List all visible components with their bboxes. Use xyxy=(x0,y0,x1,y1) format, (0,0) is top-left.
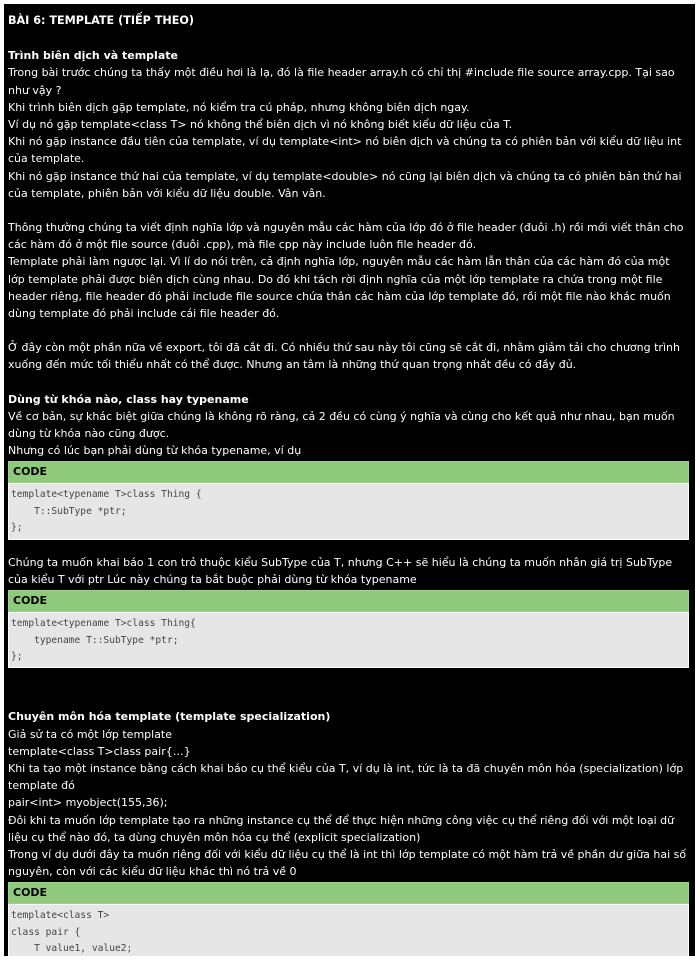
code-block xyxy=(8,461,689,539)
section-heading-compiler: Trình biên dịch và template xyxy=(8,49,178,63)
code-line: }; xyxy=(11,522,23,534)
code-line: template<typename T>class Thing{ xyxy=(11,618,196,630)
paragraph: Khi nó gặp instance đầu tiên của template, ví dụ template<int> nó biên dịch và chúng ta có phiên bản với kiểu dữ liệu int của template. xyxy=(8,135,682,166)
paragraph: Đôi khi ta muốn lớp template tạo ra những instance cụ thể để thực hiện những công việc cụ thể riêng đối với một loại dữ liệu cụ thể nào đó, ta dùng chuyên môn hóa cụ thể (explicit specialization) xyxy=(8,813,675,844)
code-line: T::SubType *ptr; xyxy=(11,505,127,517)
code-content[interactable] xyxy=(8,904,689,956)
paragraph: Nhưng có lúc bạn phải dùng từ khóa typename, ví dụ xyxy=(8,444,302,458)
code-line: template<typename T>class Thing { xyxy=(11,489,202,501)
code-block xyxy=(8,882,689,956)
paragraph: Về cơ bản, sự khác biệt giữa chúng là không rõ ràng, cả 2 đều có cùng ý nghĩa và cùng cho kết quả như nhau, bạn muốn dùng từ khóa nào cũng được. xyxy=(8,409,675,441)
code-line: }; xyxy=(11,650,23,662)
document-page xyxy=(4,4,695,956)
paragraph: Khi trình biên dịch gặp template, nó kiểm tra cú pháp, nhưng không biên dịch ngay. xyxy=(8,100,470,114)
code-content[interactable] xyxy=(8,483,689,539)
paragraph: Ở đây còn một phần nữa về export, tôi đã cắt đi. Có nhiều thứ sau này tôi cũng sẽ cắt đi, nhằm giảm tải cho chương trình xuống đến mức tối thiểu nhất có thể được. Nhưng an tâm là những thứ quan trọng nhất đều có đầy đủ. xyxy=(8,341,680,372)
paragraph: Khi ta tạo một instance bằng cách khai báo cụ thể kiểu của T, ví dụ là int, tức là ta đã chuyên môn hóa (specialization) lớp template đó xyxy=(8,761,684,793)
paragraph: Chúng ta muốn khai báo 1 con trỏ thuộc kiểu SubType của T, nhưng C++ sẽ hiểu là chúng ta muốn nhân giá trị SubType của kiểu T với ptr Lúc này chúng ta bắt buộc phải dùng từ khóa typename xyxy=(8,555,673,586)
paragraph: pair<int> myobject(155,36); xyxy=(8,796,168,810)
paragraph: Thông thường chúng ta viết định nghĩa lớp và nguyên mẫu các hàm của lớp đó ở file header (đuôi .h) rồi mới viết thân cho các hàm đó ở một file source (đuôi .cpp), mà file cpp này include luôn file header đó. xyxy=(8,221,684,252)
code-label: CODE xyxy=(8,461,689,483)
code-block xyxy=(8,590,689,668)
paragraph: Template phải làm ngược lại. Vì lí do nói trên, cả định nghĩa lớp, nguyên mẫu các hàm lẫn thân của các hàm đó của một lớp template phải được biên dịch cùng nhau. Do đó khi tách rời định nghĩa của một lớp template ra chứa trong một file header riêng, file header đó phải include file source chứa thân các hàm của lớp template đó, rồi một file nào khác muốn dùng template đó phải include cái file header đó. xyxy=(8,255,671,321)
code-line: class pair { xyxy=(11,926,81,938)
code-label: CODE xyxy=(8,590,689,612)
code-line: typename T::SubType *ptr; xyxy=(11,634,179,646)
paragraph: Ví dụ nó gặp template<class T> nó không thể biên dịch vì nó không biết kiểu dữ liệu của T. xyxy=(8,118,513,132)
paragraph: Trong bài trước chúng ta thấy một điều hơi là lạ, đó là file header array.h có chỉ thị #include file source array.cpp. Tại sao như vậy ? xyxy=(8,66,675,97)
paragraph: template<class T>class pair{…} xyxy=(8,744,191,758)
section-heading-specialization: Chuyên môn hóa template (template specialization) xyxy=(8,710,331,724)
code-label: CODE xyxy=(8,882,689,904)
code-line: T value1, value2; xyxy=(11,943,133,955)
code-content[interactable] xyxy=(8,612,689,668)
paragraph: Khi nó gặp instance thứ hai của template, ví dụ template<double> nó cũng lại biên dịch và chúng ta có phiên bản thứ hai của template, phiên bản với kiểu dữ liệu double. Vân vân. xyxy=(8,169,682,200)
page-title: BÀI 6: TEMPLATE (TIẾP THEO) xyxy=(8,14,194,27)
paragraph: Trong ví dụ dưới đây ta muốn riêng đối với kiểu dữ liệu cụ thể là int thì lớp template có một hàm trả về phần dư giữa hai số nguyên, còn với các kiểu dữ liệu khác thì nó trả về 0 xyxy=(8,847,687,879)
section-heading-keyword: Dùng từ khóa nào, class hay typename xyxy=(8,392,249,406)
paragraph: Giả sử ta có một lớp template xyxy=(8,727,173,741)
code-line: template<class T> xyxy=(11,910,110,922)
